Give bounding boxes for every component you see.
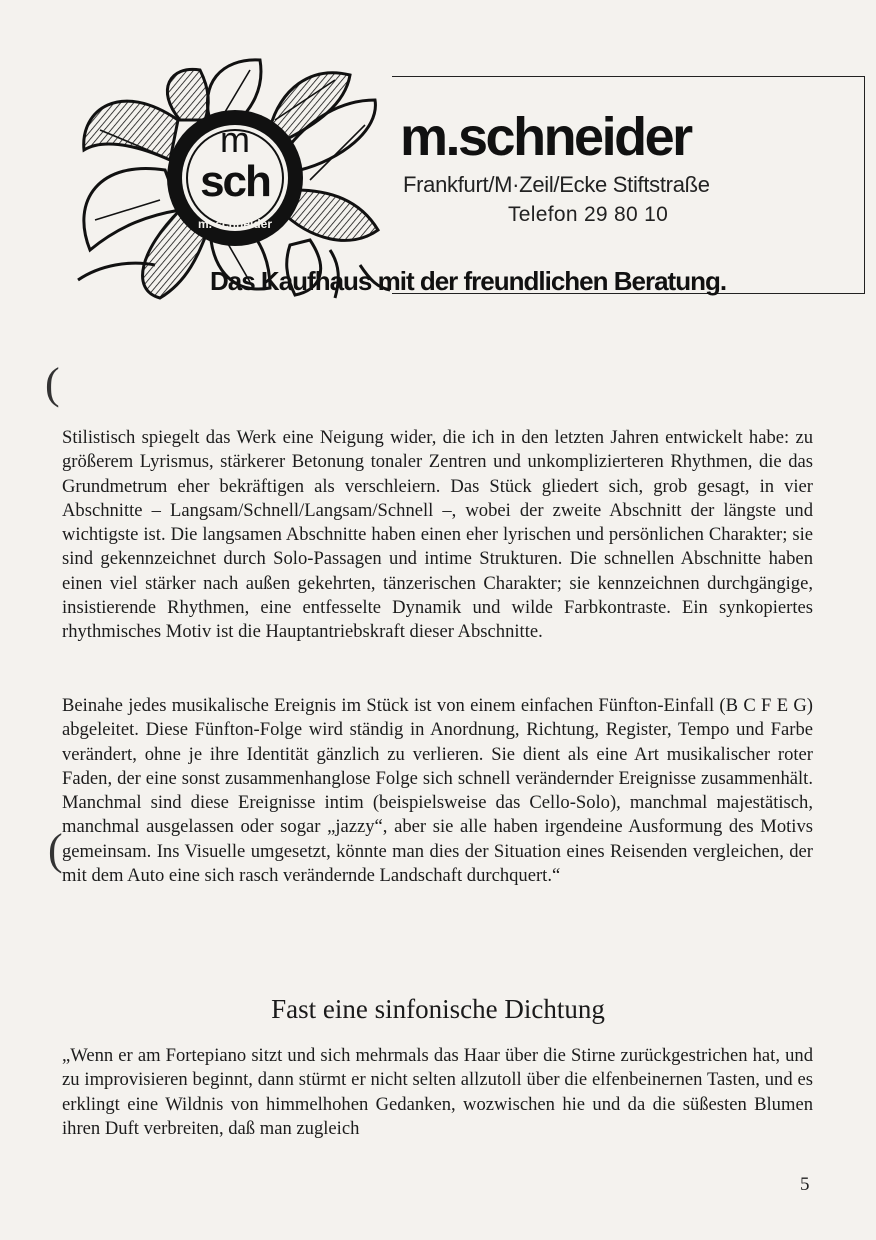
scan-mark: (	[48, 825, 63, 874]
scan-mark: (	[45, 359, 60, 408]
flower-logo-illustration	[60, 50, 390, 300]
logo-text-top: m	[220, 119, 250, 160]
store-name: m.schneider	[400, 107, 691, 167]
advertisement	[60, 50, 830, 300]
article-paragraph: Stilistisch spiegelt das Werk eine Neigung wider, die ich in den letzten Jahren entwickelt habe: zu größerem Lyrismus, stärkerer Betonung tonaler Zentren und unkomplizierteren Rhythmen, die das Grundmetrum eher bekräftigen als verschleiern. Das Stück gliedert sich, grob gesagt, in vier Abschnitte – Langsam/Schnell/Langsam/Schnell –, wobei der zweite Abschnitt der längste und wichtigste ist. Die langsamen Abschnitte haben einen eher lyrischen und persönlichen Charakter; sie sind gekennzeichnet durch Solo-Passagen und intime Strukturen. Die schnellen Abschnitte haben einen viel stärker nach außen gekehrten, tänzerischen Charakter; sie kennzeichnen durchgängige, insistierende Rhythmen, eine entfesselte Dynamik und wilde Farbkontraste. Ein synkopiertes rhythmisches Motiv ist die Hauptantriebskraft dieser Abschnitte.	[62, 427, 813, 643]
logo-ring-text: m. schneider	[197, 217, 273, 231]
article-paragraph: Beinahe jedes musikalische Ereignis im Stück ist von einem einfachen Fünfton-Einfall (B C F E G) abgeleitet. Diese Fünfton-Folge wird ständig in Anordnung, Richtung, Register, Tempo und Farbe verändert, ohne je ihre Identität gänzlich zu verlieren. Sie dient als eine Art musikalischer roter Faden, der eine sonst zusammenhanglose Folge sich schnell verändernder Ereignisse zusammenhält. Manchmal sind diese Ereignisse intim (beispielsweise das Cello-Solo), manchmal majestätisch, manchmal ausgelassen oder sogar „jazzy“, aber sie alle haben irgendeine Ausformung des Motivs gemeinsam. Ins Visuelle umgesetzt, könnte man dies der Situation eines Reisenden vergleichen, der mit dem Auto eine sich rasch verändernde Landschaft durchquert.“	[62, 695, 813, 887]
store-phone: Telefon 29 80 10	[508, 203, 669, 226]
section-heading: Fast eine sinfonische Dichtung	[271, 994, 605, 1024]
store-slogan: Das Kaufhaus mit der freundlichen Beratung.	[210, 266, 727, 296]
article-paragraph: „Wenn er am Fortepiano sitzt und sich mehrmals das Haar über die Stirne zurückgestrichen hat, und zu improvisieren beginnt, dann stürmt er nicht selten allzutoll über die elfenbeinernen Tasten, und es erklingt eine Wildnis von himmelhohen Gedanken, wozwischen hie und da die süßesten Blumen ihren Duft verbreiten, daß man zugleich	[62, 1045, 813, 1139]
store-address: Frankfurt/M·Zeil/Ecke Stiftstraße	[403, 172, 710, 197]
page-number: 5	[800, 1174, 810, 1195]
logo-text-middle: sch	[200, 157, 270, 206]
